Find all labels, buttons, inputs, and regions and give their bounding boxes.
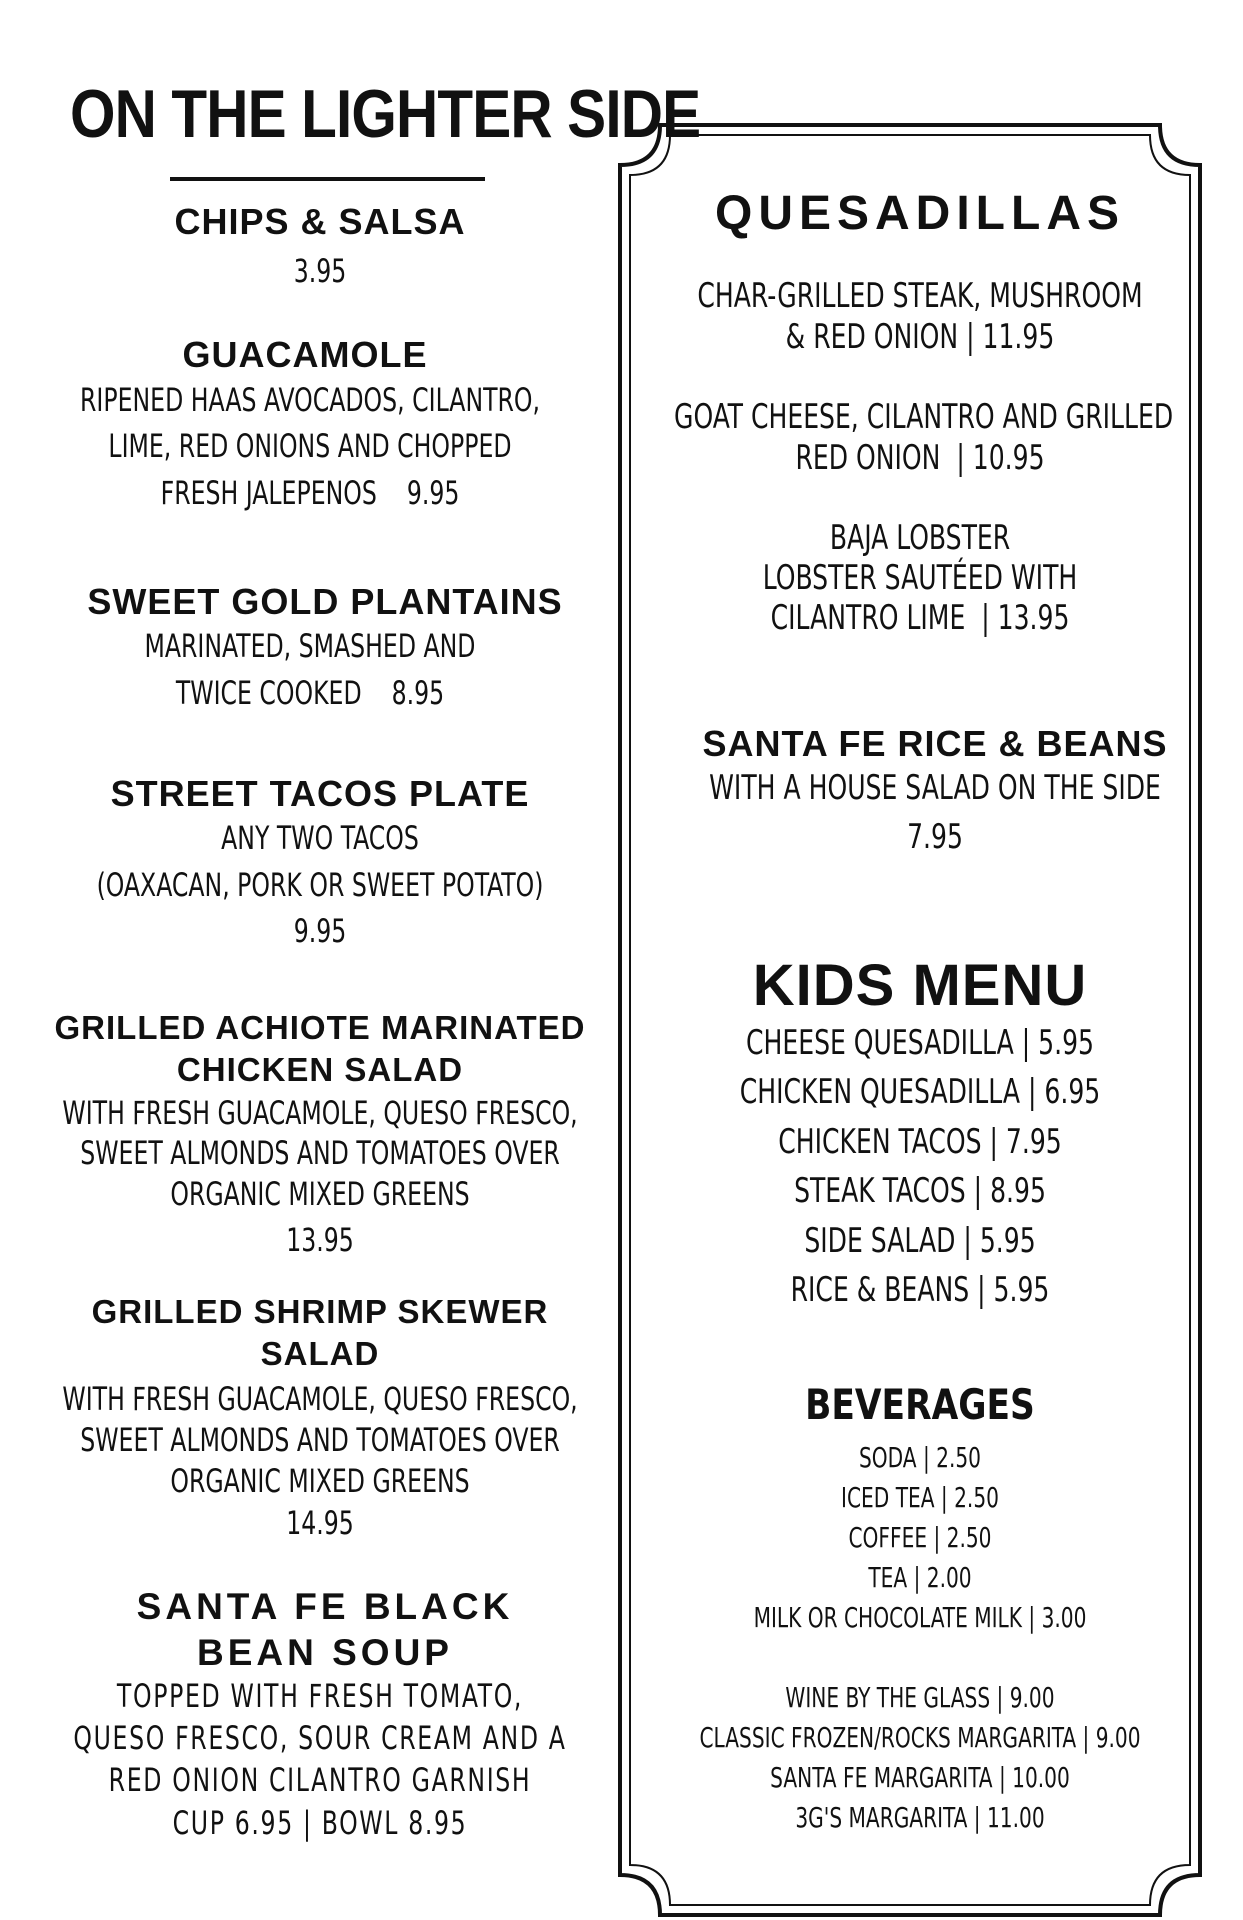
item-desc-street-tacos-2: (OAXACAN, PORK OR SWEET POTATO) <box>96 866 544 904</box>
item-desc-shrimp-salad-2: SWEET ALMONDS AND TOMATOES OVER <box>80 1421 560 1459</box>
drink-item: WINE BY THE GLASS | 9.00 <box>785 1681 1055 1714</box>
item-price-bean-soup: CUP 6.95 | BOWL 8.95 <box>172 1804 468 1842</box>
quesadilla-lobster-3: CILANTRO LIME | 13.95 <box>770 598 1070 638</box>
drink-item: CLASSIC FROZEN/ROCKS MARGARITA | 9.00 <box>699 1721 1141 1754</box>
item-desc-rice-beans: WITH A HOUSE SALAD ON THE SIDE <box>709 768 1161 808</box>
drink-item: 3G'S MARGARITA | 11.00 <box>795 1801 1045 1834</box>
drink-item: SANTA FE MARGARITA | 10.00 <box>770 1761 1070 1794</box>
item-price-chicken-salad: 13.95 <box>286 1221 354 1259</box>
quesadilla-steak-1: CHAR-GRILLED STEAK, MUSHROOM <box>697 276 1143 316</box>
item-name-chips: CHIPS & SALSA <box>174 201 466 242</box>
item-desc-plantains-2: TWICE COOKED 8.95 <box>175 674 445 712</box>
item-desc-chicken-salad-2: SWEET ALMONDS AND TOMATOES OVER <box>80 1134 560 1172</box>
item-price-rice-beans: 7.95 <box>907 817 963 857</box>
item-name-plantains: SWEET GOLD PLANTAINS <box>87 581 563 622</box>
quesadilla-goat-2: RED ONION | 10.95 <box>795 438 1045 478</box>
item-desc-shrimp-salad-1: WITH FRESH GUACAMOLE, QUESO FRESCO, <box>62 1380 578 1418</box>
item-name-rice-beans: SANTA FE RICE & BEANS <box>702 723 1168 764</box>
quesadilla-goat-1: GOAT CHEESE, CILANTRO AND GRILLED <box>674 397 1174 437</box>
item-name-shrimp-salad-1: GRILLED SHRIMP SKEWER <box>91 1293 549 1330</box>
item-price-shrimp-salad: 14.95 <box>286 1504 354 1542</box>
item-desc-chicken-salad-3: ORGANIC MIXED GREENS <box>170 1175 470 1213</box>
item-desc-guacamole-2: LIME, RED ONIONS AND CHOPPED <box>108 427 512 465</box>
item-price-street-tacos: 9.95 <box>293 912 347 950</box>
kids-item: SIDE SALAD | 5.95 <box>804 1221 1036 1261</box>
item-name-street-tacos: STREET TACOS PLATE <box>110 773 530 814</box>
section-title-kids-menu: KIDS MENU <box>752 953 1088 1018</box>
beverage-item: ICED TEA | 2.50 <box>841 1481 999 1514</box>
item-desc-plantains-1: MARINATED, SMASHED AND <box>144 627 476 665</box>
item-desc-bean-soup-1: TOPPED WITH FRESH TOMATO, <box>116 1677 524 1715</box>
kids-item: STEAK TACOS | 8.95 <box>794 1171 1046 1211</box>
quesadilla-lobster-1: BAJA LOBSTER <box>829 518 1011 558</box>
beverage-item: COFFEE | 2.50 <box>848 1521 992 1554</box>
item-name-shrimp-salad-2: SALAD <box>260 1335 380 1372</box>
kids-item: CHEESE QUESADILLA | 5.95 <box>745 1023 1095 1063</box>
item-name-chicken-salad-1: GRILLED ACHIOTE MARINATED <box>54 1009 586 1046</box>
item-name-chicken-salad-2: CHICKEN SALAD <box>176 1051 464 1088</box>
title-divider <box>170 177 485 181</box>
item-desc-chicken-salad-1: WITH FRESH GUACAMOLE, QUESO FRESCO, <box>62 1094 578 1132</box>
item-desc-bean-soup-2: QUESO FRESCO, SOUR CREAM AND A <box>73 1719 567 1757</box>
quesadilla-steak-2: & RED ONION | 11.95 <box>785 317 1055 357</box>
section-title-beverages: BEVERAGES <box>805 1380 1035 1429</box>
item-name-bean-soup-2: BEAN SOUP <box>197 1632 453 1673</box>
kids-item: RICE & BEANS | 5.95 <box>790 1270 1050 1310</box>
item-desc-guacamole-3: FRESH JALEPENOS 9.95 <box>160 474 460 512</box>
item-name-bean-soup-1: SANTA FE BLACK <box>136 1586 514 1627</box>
item-desc-street-tacos-1: ANY TWO TACOS <box>221 819 419 857</box>
beverage-item: TEA | 2.00 <box>868 1561 972 1594</box>
section-title-quesadillas: QUESADILLAS <box>714 187 1125 240</box>
quesadilla-lobster-2: LOBSTER SAUTÉED WITH <box>762 558 1078 598</box>
item-name-guacamole: GUACAMOLE <box>182 334 428 375</box>
item-desc-shrimp-salad-3: ORGANIC MIXED GREENS <box>170 1462 470 1500</box>
beverage-item: SODA | 2.50 <box>858 1441 981 1474</box>
item-desc-guacamole-1: RIPENED HAAS AVOCADOS, CILANTRO, <box>80 381 540 419</box>
kids-item: CHICKEN TACOS | 7.95 <box>778 1122 1062 1162</box>
section-title-lighter-side: ON THE LIGHTER SIDE <box>70 76 701 152</box>
kids-item: CHICKEN QUESADILLA | 6.95 <box>739 1072 1101 1112</box>
item-price-chips: 3.95 <box>293 252 347 290</box>
item-desc-bean-soup-3: RED ONION CILANTRO GARNISH <box>108 1761 532 1799</box>
beverage-item: MILK OR CHOCOLATE MILK | 3.00 <box>753 1601 1087 1634</box>
